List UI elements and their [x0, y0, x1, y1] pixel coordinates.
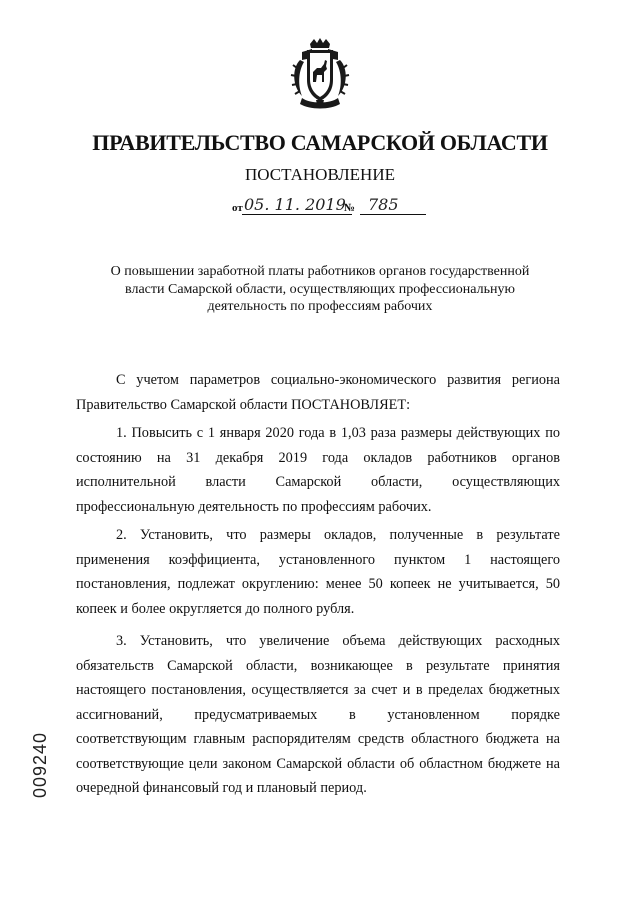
- item-1-text: 1. Повысить с 1 января 2020 года в 1,03 раза размеры действующих по состоянию на 31 декабря 2019 года окладов работников органов исполнительной власти Самарской области, осуществляющих профессиональную деятельность по профессиям рабочих.: [76, 425, 560, 515]
- item-3-text: 3. Установить, что увеличение объема действующих расходных обязательств Самарской области, возникающее в результате принятия настоящего постановления, осуществляется за счет и в пределах бюджетных ассигнований, предусматриваемых в установленном порядке соответствующим главным распорядителям средств областного бюджета на соответствующие цели законом Самарской области об областном бюджете на очередной финансовый год и плановый период.: [76, 633, 560, 796]
- samara-coat-of-arms-icon: [288, 38, 352, 110]
- title-line-3: деятельность по профессиям рабочих: [207, 299, 433, 314]
- handwritten-number: 785: [360, 196, 426, 215]
- title-line-1: О повышении заработной платы работников органов государственной: [110, 264, 530, 279]
- handwritten-date: 05. 11. 2019: [242, 196, 352, 215]
- intro-text: С учетом параметров социально-экономического развития региона Правительство Самарской области ПОСТАНОВЛЯЕТ:: [76, 372, 560, 413]
- intro-paragraph: [76, 368, 560, 417]
- date-prefix-label: от: [232, 202, 243, 214]
- side-registration-number: 009240: [30, 731, 50, 798]
- item-3-paragraph: [76, 629, 560, 801]
- number-prefix-label: №: [344, 202, 356, 214]
- item-1-paragraph: [76, 421, 560, 519]
- document-type: ПОСТАНОВЛЕНИЕ: [244, 165, 395, 184]
- document-title: [90, 263, 550, 316]
- item-2-text: 2. Установить, что размеры окладов, полученные в результате применения коэффициента, установленного пунктом 1 настоящего постановления, подлежат округлению: менее 50 копеек не учитывается, 50 копеек и более округляется до полного рубля.: [76, 527, 560, 617]
- organization-name: ПРАВИТЕЛЬСТВО САМАРСКОЙ ОБЛАСТИ: [92, 130, 548, 155]
- item-2-paragraph: [76, 523, 560, 621]
- title-line-2: власти Самарской области, осуществляющих профессиональную: [125, 281, 515, 297]
